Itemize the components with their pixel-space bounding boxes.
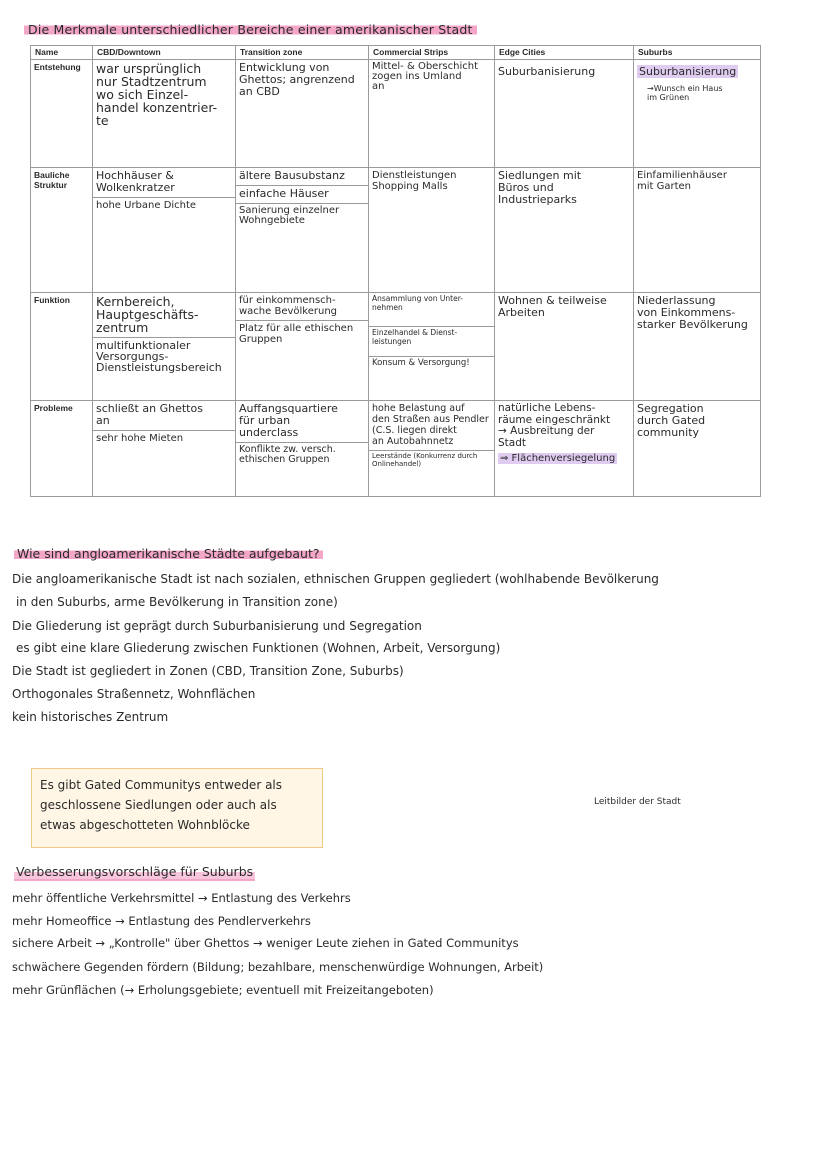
cell-text: Sanierung einzelner Wohngebiete	[236, 203, 368, 226]
header-transition: Transition zone	[236, 46, 369, 60]
cell-text: Einzelhandel & Dienst- leistungen	[369, 326, 494, 346]
cell-text: Entwicklung von Ghettos; angrenzend an CBD	[239, 61, 355, 98]
section-heading: Verbesserungsvorschläge für Suburbs	[16, 864, 254, 879]
comparison-table	[30, 45, 761, 497]
cell-text: Konflikte zw. versch. ethischen Gruppen	[236, 442, 368, 465]
cell-text: Siedlungen mit Büros und Industrieparks	[498, 169, 582, 206]
cell-text: Kernbereich, Hauptgeschäfts- zentrum	[96, 294, 199, 335]
cell-text: Ansammlung von Unter- nehmen	[372, 294, 464, 312]
cell	[495, 401, 634, 497]
row-label: Entstehung	[31, 60, 93, 168]
section-heading: Wie sind angloamerikanische Städte aufgebaut?	[14, 546, 323, 561]
cell-text: einfache Häuser	[236, 185, 368, 200]
cell-text: Konsum & Versorgung!	[369, 356, 494, 368]
cell	[495, 293, 634, 401]
cell-text: hohe Belastung auf den Straßen aus Pendler (C.S. liegen direkt an Autobahnnetz	[372, 403, 489, 447]
cell-text: Leerstände (Konkurrenz durch Onlinehandel)	[369, 450, 494, 468]
table-row	[31, 168, 761, 293]
list-item: Die Gliederung ist geprägt durch Suburbanisierung und Segregation	[12, 619, 422, 633]
cell-text: für einkommensch- wache Bevölkerung	[239, 295, 338, 317]
cell-text: Dienstleistungen Shopping Malls	[372, 170, 457, 192]
cell-text: ältere Bausubstanz	[239, 169, 345, 182]
cell	[93, 401, 236, 497]
cell	[634, 293, 761, 401]
list-item: schwächere Gegenden fördern (Bildung; bezahlbare, menschenwürdige Wohnungen, Arbeit)	[12, 960, 544, 974]
list-item: Orthogonales Straßennetz, Wohnflächen	[12, 687, 256, 701]
cell	[634, 401, 761, 497]
header-suburbs: Suburbs	[634, 46, 761, 60]
table-row	[31, 293, 761, 401]
cell-text: Hochhäuser & Wolkenkratzer	[96, 169, 175, 194]
page-title: Die Merkmale unterschiedlicher Bereiche einer amerikanischer Stadt	[24, 22, 477, 37]
table-row	[31, 60, 761, 168]
cell-text: war ursprünglich nur Stadtzentrum wo sich Einzel- handel konzentrier- te	[96, 61, 218, 128]
cell	[495, 60, 634, 168]
cell-text: Segregation durch Gated community	[637, 402, 706, 439]
cell	[236, 401, 369, 497]
list-item: in den Suburbs, arme Bevölkerung in Transition zone)	[16, 595, 338, 609]
list-item: es gibt eine klare Gliederung zwischen Funktionen (Wohnen, Arbeit, Versorgung)	[16, 641, 501, 655]
header-strips: Commercial Strips	[369, 46, 495, 60]
cell	[369, 60, 495, 168]
cell-text: Mittel- & Oberschicht zogen ins Umland an	[372, 61, 479, 92]
row-label: Probleme	[31, 401, 93, 497]
list-item: sichere Arbeit → „Kontrolle" über Ghettos → weniger Leute ziehen in Gated Communitys	[12, 936, 519, 950]
cell-text: Niederlassung von Einkommens- starker Bevölkerung	[637, 294, 748, 331]
cell-text: sehr hohe Mieten	[93, 430, 235, 445]
cell	[369, 293, 495, 401]
list-item: mehr Homeoffice → Entlastung des Pendlerverkehrs	[12, 914, 311, 928]
cell	[236, 168, 369, 293]
header-cbd: CBD/Downtown	[93, 46, 236, 60]
cell-note: →Wunsch ein Haus im Grünen	[647, 84, 723, 102]
cell-text: Wohnen & teilweise Arbeiten	[498, 294, 607, 319]
cell	[93, 168, 236, 293]
list-item: mehr Grünflächen (→ Erholungsgebiete; eventuell mit Freizeitangeboten)	[12, 983, 434, 997]
list-item: Die angloamerikanische Stadt ist nach sozialen, ethnischen Gruppen gegliedert (wohlhabende Bevölkerung	[12, 572, 659, 586]
cell-text: Platz für alle ethischen Gruppen	[236, 320, 368, 345]
cell	[236, 293, 369, 401]
cell	[369, 168, 495, 293]
row-label: Bauliche Struktur	[31, 168, 93, 293]
cell-text: Einfamilienhäuser mit Garten	[637, 170, 727, 192]
cell-text: schließt an Ghettos an	[96, 402, 203, 427]
table-header-row	[31, 46, 761, 60]
cell-text: Auffangsquartiere für urban underclass	[239, 402, 338, 439]
cell	[495, 168, 634, 293]
cell	[93, 60, 236, 168]
cell	[93, 293, 236, 401]
table-row	[31, 401, 761, 497]
list-item: mehr öffentliche Verkehrsmittel → Entlastung des Verkehrs	[12, 891, 351, 905]
cell-text: natürliche Lebens- räume eingeschränkt → Ausbreitung der Stadt	[498, 402, 611, 449]
cell	[236, 60, 369, 168]
gated-community-note: Es gibt Gated Communitys entweder als geschlossene Siedlungen oder auch als etwas abgeschotteten Wohnblöcke	[31, 768, 323, 848]
cell	[369, 401, 495, 497]
cell-text: multifunktionaler Versorgungs- Dienstleistungsbereich	[93, 337, 235, 373]
list-item: kein historisches Zentrum	[12, 710, 169, 724]
header-edge: Edge Cities	[495, 46, 634, 60]
row-label: Funktion	[31, 293, 93, 401]
cell-text: hohe Urbane Dichte	[93, 197, 235, 212]
cell	[634, 60, 761, 168]
cell-text: Suburbanisierung	[639, 65, 737, 78]
cell-text: Suburbanisierung	[498, 65, 596, 78]
side-note: Leitbilder der Stadt	[594, 797, 681, 807]
header-name: Name	[31, 46, 93, 60]
cell	[634, 168, 761, 293]
cell-text: ⇒ Flächenversiegelung	[500, 453, 616, 464]
list-item: Die Stadt ist gegliedert in Zonen (CBD, Transition Zone, Suburbs)	[12, 664, 404, 678]
